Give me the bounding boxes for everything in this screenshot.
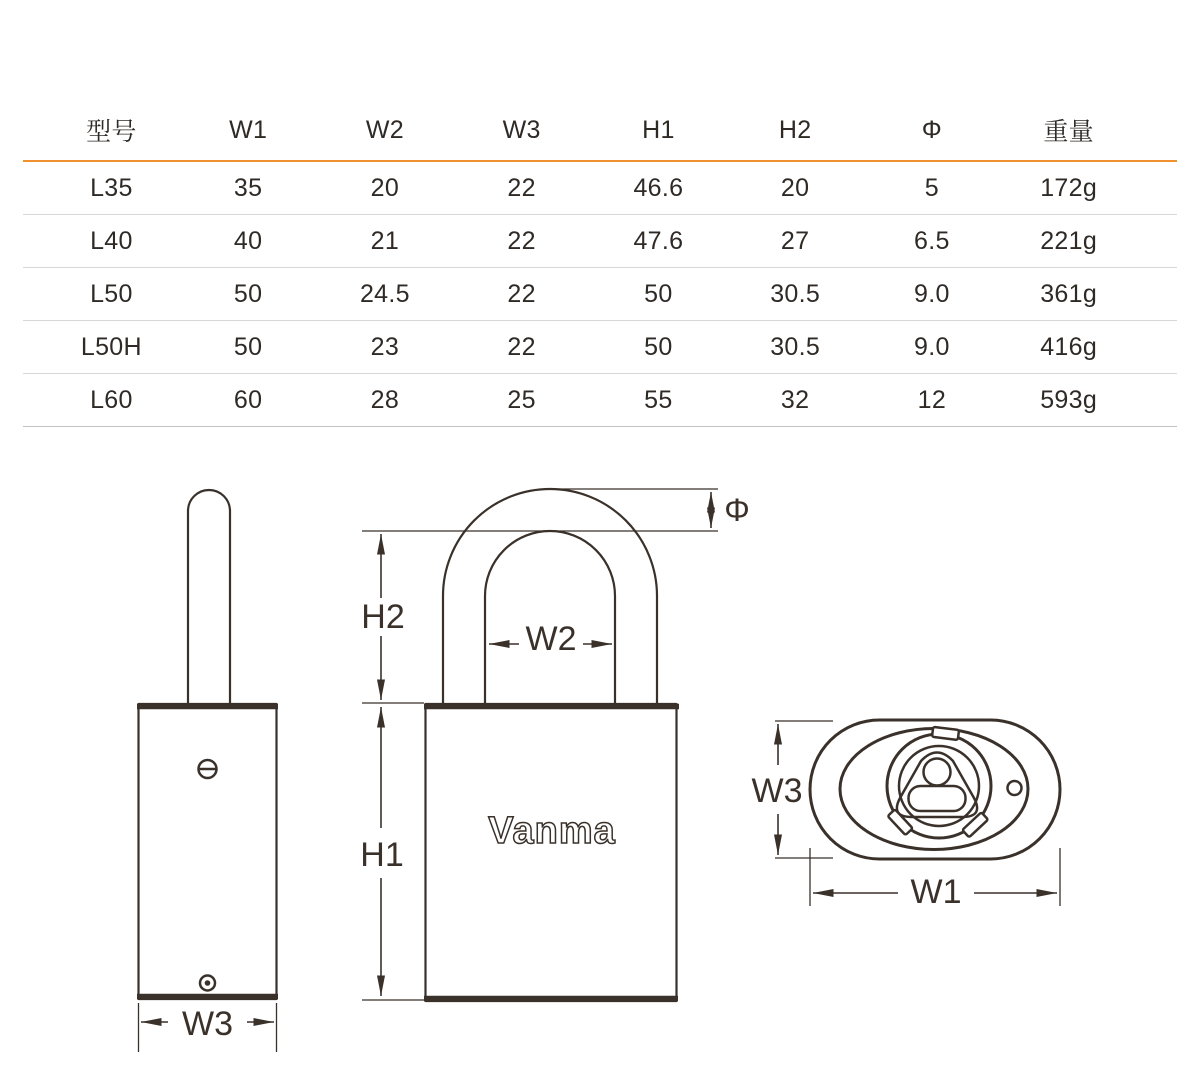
col-header-diameter: Φ (921, 115, 942, 144)
table-cell-model: L40 (90, 226, 133, 255)
side-pin-center (205, 980, 211, 986)
table-cell-model: L50 (90, 279, 133, 308)
table-cell: 22 (507, 332, 536, 361)
table-cell: 50 (644, 332, 673, 361)
table-cell: 27 (780, 226, 810, 255)
col-header-h1: H1 (642, 115, 675, 144)
dim-label-w1: W1 (910, 873, 962, 911)
lock-body-front (426, 704, 677, 1001)
table-cell: 20 (780, 173, 810, 202)
table-cell: 46.6 (633, 173, 684, 202)
table-cell: 23 (370, 332, 400, 361)
table-cell: 30.5 (770, 279, 821, 308)
shackle-rod-outline (188, 490, 230, 703)
table-cell: 6.5 (914, 226, 950, 255)
shackle-outer-outline (443, 489, 657, 704)
table-cell: 9.0 (914, 279, 950, 308)
keyway-circle-hole (924, 759, 951, 786)
table-cell-weight: 172g (1040, 173, 1098, 202)
col-header-w1: W1 (229, 115, 268, 144)
top-view-drawing (752, 720, 1061, 911)
side-view-drawing (137, 490, 278, 1052)
dim-label-w2: W2 (525, 620, 577, 658)
table-cell: 50 (644, 279, 673, 308)
table-cell-weight: 361g (1040, 279, 1098, 308)
table-cell: 25 (507, 385, 536, 414)
dim-label-phi: Φ (724, 492, 750, 528)
table-cell: 22 (507, 279, 536, 308)
table-cell: 60 (233, 385, 263, 414)
table-cell: 50 (233, 279, 263, 308)
keyway-slot-hole (909, 786, 966, 811)
front-view-drawing (360, 489, 750, 1001)
table-cell: 22 (507, 226, 536, 255)
table-cell: 12 (917, 385, 947, 414)
table-cell-model: L60 (90, 385, 133, 414)
col-header-w3: W3 (502, 115, 541, 144)
dim-label-w3-top: W3 (751, 772, 803, 810)
keyway-tab-top (932, 727, 959, 740)
table-cell: 50 (233, 332, 263, 361)
table-cell: 35 (233, 173, 263, 202)
table-cell: 21 (370, 226, 400, 255)
table-cell: 24.5 (359, 279, 410, 308)
lock-body-side (139, 704, 277, 999)
table-cell: 47.6 (633, 226, 684, 255)
brand-logo: Vanma (488, 810, 616, 852)
col-header-model: 型号 (86, 118, 137, 146)
top-pin-hole (1008, 781, 1022, 795)
table-cell: 28 (370, 385, 400, 414)
table-cell-model: L50H (80, 332, 142, 361)
table-cell: 32 (780, 385, 810, 414)
table-cell-weight: 593g (1040, 385, 1098, 414)
shackle-inner-outline (485, 531, 615, 704)
table-cell-weight: 416g (1040, 332, 1098, 361)
table-cell-model: L35 (90, 173, 133, 202)
table-cell: 40 (233, 226, 263, 255)
table-cell: 30.5 (770, 332, 821, 361)
dim-label-w3-side: W3 (182, 1005, 233, 1043)
table-cell: 5 (924, 173, 939, 202)
table-cell: 55 (644, 385, 673, 414)
dim-label-h2: H2 (361, 598, 405, 636)
col-header-w2: W2 (365, 115, 404, 144)
table-cell-weight: 221g (1040, 226, 1098, 255)
col-header-weight: 重量 (1043, 118, 1094, 146)
col-header-h2: H2 (778, 115, 812, 144)
table-cell: 9.0 (914, 332, 950, 361)
dim-label-h1: H1 (360, 836, 404, 874)
table-cell: 20 (370, 173, 400, 202)
table-cell: 22 (507, 173, 536, 202)
